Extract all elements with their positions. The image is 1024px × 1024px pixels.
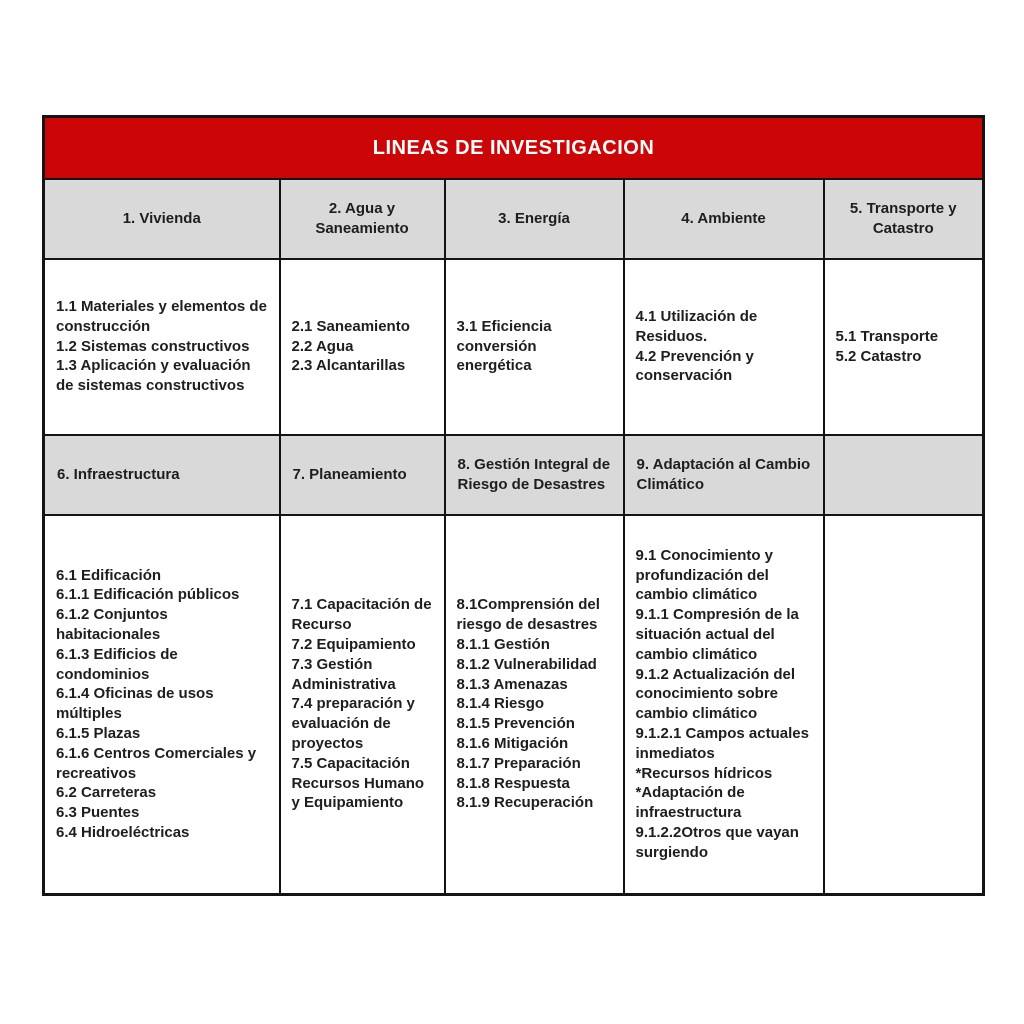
list-item: 9.1.2.2Otros que vayan surgiendo: [635, 824, 799, 861]
header-ambiente: 4. Ambiente: [624, 179, 824, 259]
list-item: 6.1 Edificación: [56, 566, 162, 584]
list-item: 1.1 Materiales y elementos de construcción: [56, 298, 267, 335]
list-item: 6.2 Carreteras: [56, 784, 157, 802]
cell-gestion-riesgo-items: [445, 515, 624, 895]
list-item: 6.4 Hidroeléctricas: [56, 824, 190, 842]
list-item: 9.1.2 Actualización del conocimiento sobre cambio climático: [635, 665, 795, 723]
list-item: 6.1.6 Centros Comerciales y recreativos: [56, 744, 257, 782]
list-item: 8.1.6 Mitigación: [456, 734, 569, 752]
list-item: 9.1.2.1 Campos actuales inmediatos: [635, 725, 809, 762]
cell-vivienda-items: [44, 259, 280, 435]
table-title: LINEAS DE INVESTIGACION: [44, 117, 984, 179]
header-gestion-riesgo-desastres: 8. Gestión Integral de Riesgo de Desastres: [445, 435, 624, 515]
list-item: 7.2 Equipamiento: [291, 635, 416, 653]
list-item: 9.1 Conocimiento y profundización del cambio climático: [635, 546, 774, 604]
list-item: 2.3 Alcantarillas: [291, 357, 406, 375]
cell-planeamiento-items: [280, 515, 445, 895]
list-item: 2.1 Saneamiento: [291, 317, 410, 335]
header-agua-saneamiento: 2. Agua y Saneamiento: [280, 179, 445, 259]
list-item: 5.2 Catastro: [835, 347, 922, 365]
header-vivienda: 1. Vivienda: [44, 179, 280, 259]
list-item: 8.1.8 Respuesta: [456, 774, 570, 792]
list-item: 6.1.4 Oficinas de usos múltiples: [56, 685, 214, 723]
list-item: 8.1.2 Vulnerabilidad: [456, 655, 597, 673]
list-item: 6.3 Puentes: [56, 804, 140, 822]
content-row-top: [44, 259, 984, 435]
list-item: 6.1.5 Plazas: [56, 725, 141, 743]
list-item: 4.2 Prevención y conservación: [635, 347, 754, 385]
cell-infraestructura-items: [44, 515, 280, 895]
list-item: 4.1 Utilización de Residuos.: [635, 307, 758, 345]
list-item: 2.2 Agua: [291, 337, 354, 355]
list-item: 8.1.5 Prevención: [456, 715, 575, 733]
title-row: [44, 117, 984, 179]
list-item: 6.1.1 Edificación públicos: [56, 586, 240, 604]
cell-energia-items: [445, 259, 624, 435]
list-item: 8.1.9 Recuperación: [456, 794, 594, 812]
list-item: 6.1.3 Edificios de condominios: [56, 645, 178, 683]
list-item: 8.1.1 Gestión: [456, 635, 550, 653]
list-item: 7.4 preparación y evaluación de proyectos: [291, 695, 415, 752]
header-planeamiento: 7. Planeamiento: [280, 435, 445, 515]
header-row-bottom: [44, 435, 984, 515]
list-item: 5.1 Transporte: [835, 327, 939, 345]
list-item: 3.1 Eficiencia conversión energética: [456, 317, 552, 375]
cell-empty-items: [824, 515, 984, 895]
list-item: 1.3 Aplicación y evaluación de sistemas constructivos: [56, 357, 251, 395]
cell-adaptacion-cambio-items: [624, 515, 824, 895]
list-item: 7.3 Gestión Administrativa: [291, 655, 396, 693]
list-item: 8.1.4 Riesgo: [456, 695, 545, 713]
cell-transporte-catastro-items: [824, 259, 984, 435]
cell-agua-saneamiento-items: [280, 259, 445, 435]
list-item: 8.1.3 Amenazas: [456, 675, 568, 693]
cell-ambiente-items: [624, 259, 824, 435]
list-item: *Adaptación de infraestructura: [635, 784, 745, 822]
header-empty: [824, 435, 984, 515]
header-adaptacion-cambio-climatico: 9. Adaptación al Cambio Climático: [624, 435, 824, 515]
header-transporte-catastro: 5. Transporte y Catastro: [824, 179, 984, 259]
list-item: 7.5 Capacitación Recursos Humano y Equipamiento: [291, 754, 425, 812]
header-energia: 3. Energía: [445, 179, 624, 259]
research-lines-table: [42, 115, 985, 896]
list-item: 6.1.2 Conjuntos habitacionales: [56, 606, 168, 644]
content-row-bottom: [44, 515, 984, 895]
list-item: 1.2 Sistemas constructivos: [56, 337, 250, 355]
header-row-top: [44, 179, 984, 259]
list-item: *Recursos hídricos: [635, 764, 773, 782]
list-item: 8.1.7 Preparación: [456, 754, 581, 772]
list-item: 8.1Comprensión del riesgo de desastres: [456, 596, 600, 634]
list-item: 7.1 Capacitación de Recurso: [291, 596, 432, 634]
list-item: 9.1.1 Compresión de la situación actual del cambio climático: [635, 606, 799, 663]
header-infraestructura: 6. Infraestructura: [44, 435, 280, 515]
